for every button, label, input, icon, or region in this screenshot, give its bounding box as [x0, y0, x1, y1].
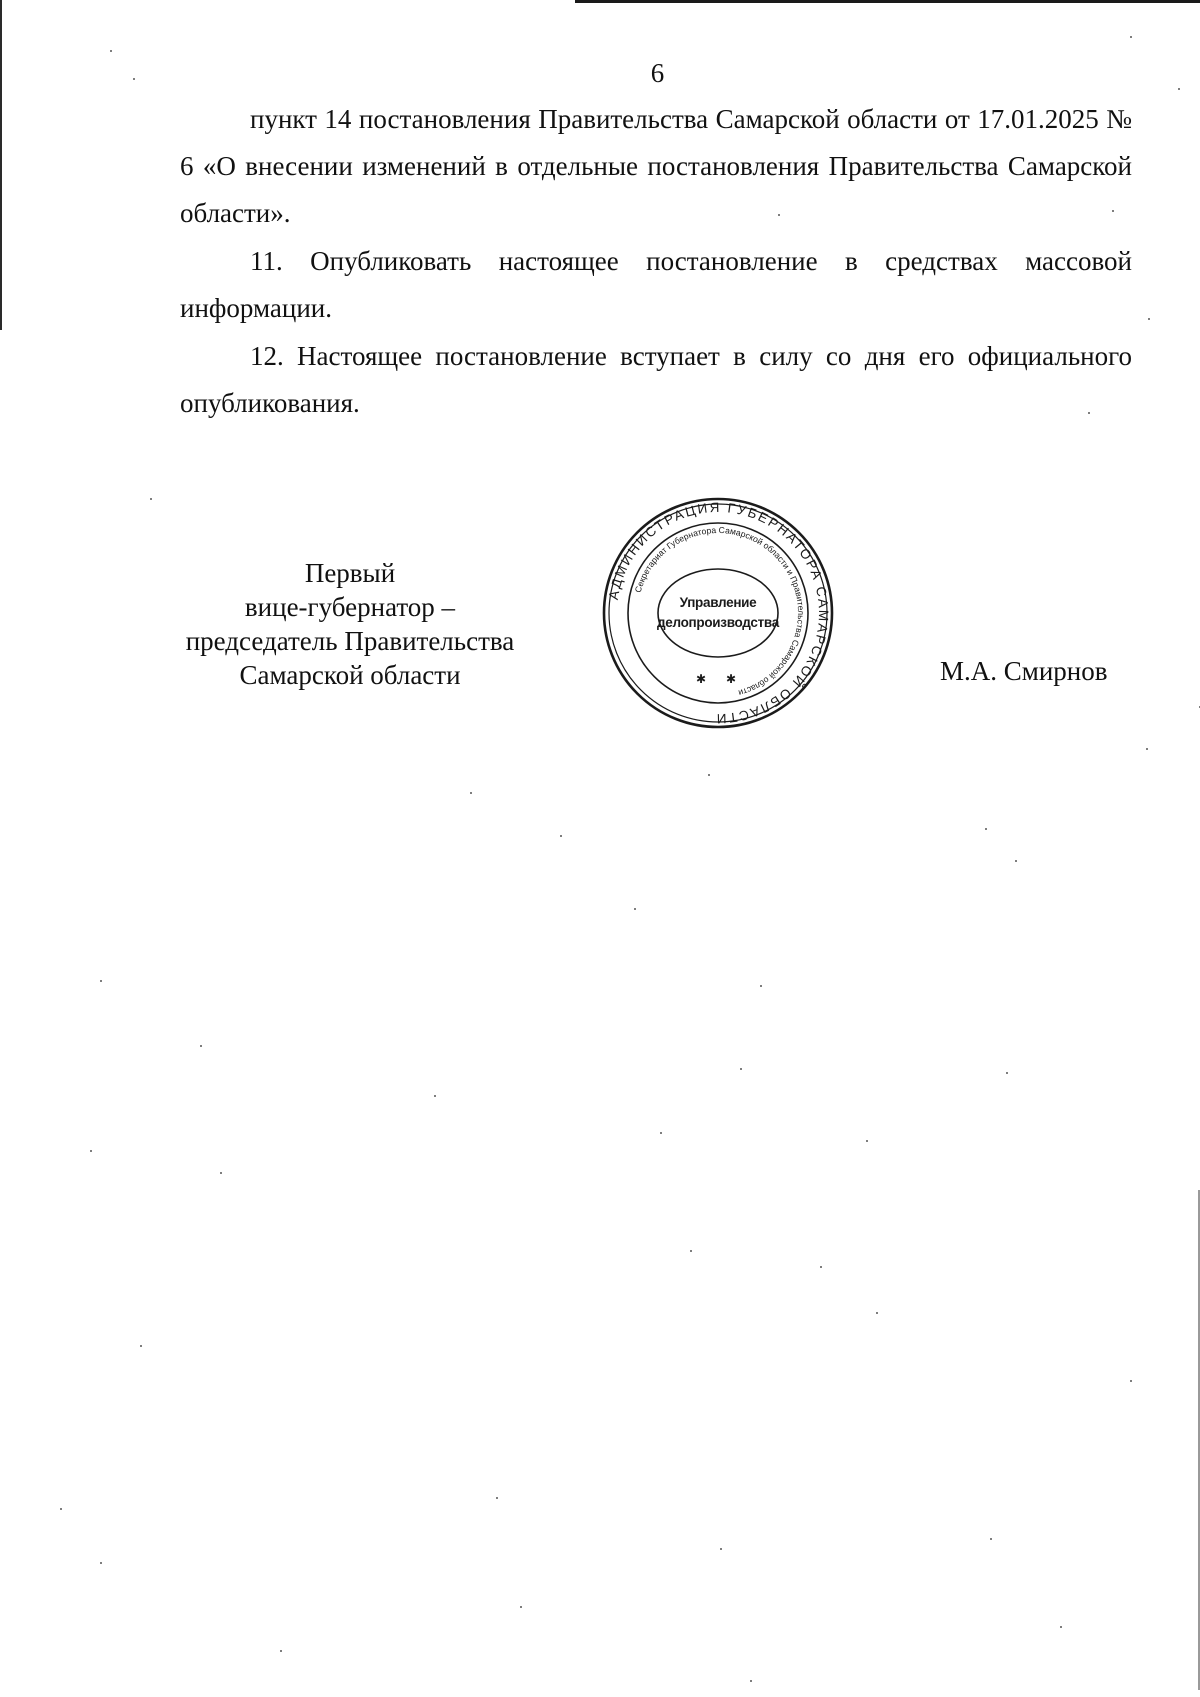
scan-speck: [990, 1538, 992, 1540]
signatory-position: [170, 556, 530, 692]
scan-speck: [778, 214, 780, 216]
scan-speck: [1148, 318, 1150, 320]
scan-speck: [876, 1312, 878, 1314]
seal-center-line: делопроизводства: [657, 615, 779, 630]
scan-speck: [720, 1548, 722, 1550]
scan-speck: [1088, 412, 1090, 414]
scan-speck: [740, 1068, 742, 1070]
scan-speck: [985, 828, 987, 830]
scan-speck: [1112, 210, 1114, 212]
seal-star-icon: ✱: [726, 672, 737, 686]
scan-speck: [1130, 36, 1132, 38]
scan-speck: [690, 1250, 692, 1252]
scan-speck: [1015, 860, 1017, 862]
scan-speck: [1006, 1072, 1008, 1074]
position-line: вице-губернатор –: [244, 592, 456, 622]
scan-speck: [100, 1562, 102, 1564]
scan-speck: [434, 1095, 436, 1097]
scan-speck: [280, 1650, 282, 1652]
scan-speck: [496, 1497, 498, 1499]
scan-speck: [470, 792, 472, 794]
paragraph-item-12: 12. Настоящее постановление вступает в силу со дня его официального опубликования.: [180, 341, 1132, 418]
scan-speck: [866, 1140, 868, 1142]
seal-outer-text: АДМИНИСТРАЦИЯ ГУБЕРНАТОРА САМАРСКОЙ ОБЛАСТИ: [605, 499, 832, 727]
scan-speck: [140, 1345, 142, 1347]
position-line: председатель Правительства: [185, 626, 515, 656]
position-line: Самарской области: [239, 660, 461, 690]
scan-speck: [750, 1680, 752, 1682]
seal-center-label: [600, 495, 836, 731]
scan-speck: [220, 1172, 222, 1174]
scan-speck: [1060, 1626, 1062, 1628]
scan-speck: [820, 1266, 822, 1268]
scan-speck: [110, 50, 112, 52]
scan-speck: [150, 498, 152, 500]
scan-speck: [520, 1606, 522, 1608]
page-number: 6: [650, 58, 665, 88]
scan-speck: [100, 980, 102, 982]
paragraph-continuation: пункт 14 постановления Правительства Самарской области от 17.01.2025 № 6 «О внесении изменений в отдельные постановления Правительства Самарской области».: [180, 104, 1132, 228]
scan-speck: [1130, 1380, 1132, 1382]
scan-top-border: [575, 0, 1200, 3]
scan-speck: [560, 835, 562, 837]
position-line: Первый: [304, 558, 396, 588]
seal-star-icon: ✱: [696, 672, 707, 686]
seal-center-line: Управление: [679, 595, 757, 610]
seal-inner-text: Секретариат Губернатора Самарской области и Правительства Самарской области: [632, 524, 807, 699]
scan-speck: [660, 1132, 662, 1134]
scan-speck: [200, 1045, 202, 1047]
scan-speck: [90, 1150, 92, 1152]
scan-left-edge: [0, 0, 2, 330]
scan-speck: [760, 985, 762, 987]
official-seal-stamp: [600, 495, 836, 731]
scan-speck: [708, 774, 710, 776]
scan-speck: [133, 78, 135, 80]
scan-speck: [60, 1508, 62, 1510]
paragraph-item-11: 11. Опубликовать настоящее постановление в средствах массовой информации.: [180, 246, 1132, 323]
scan-speck: [1178, 88, 1180, 90]
signatory-name: М.А. Смирнов: [940, 656, 1108, 686]
scan-speck: [1146, 748, 1148, 750]
document-body: [180, 96, 1132, 427]
scan-speck: [634, 908, 636, 910]
